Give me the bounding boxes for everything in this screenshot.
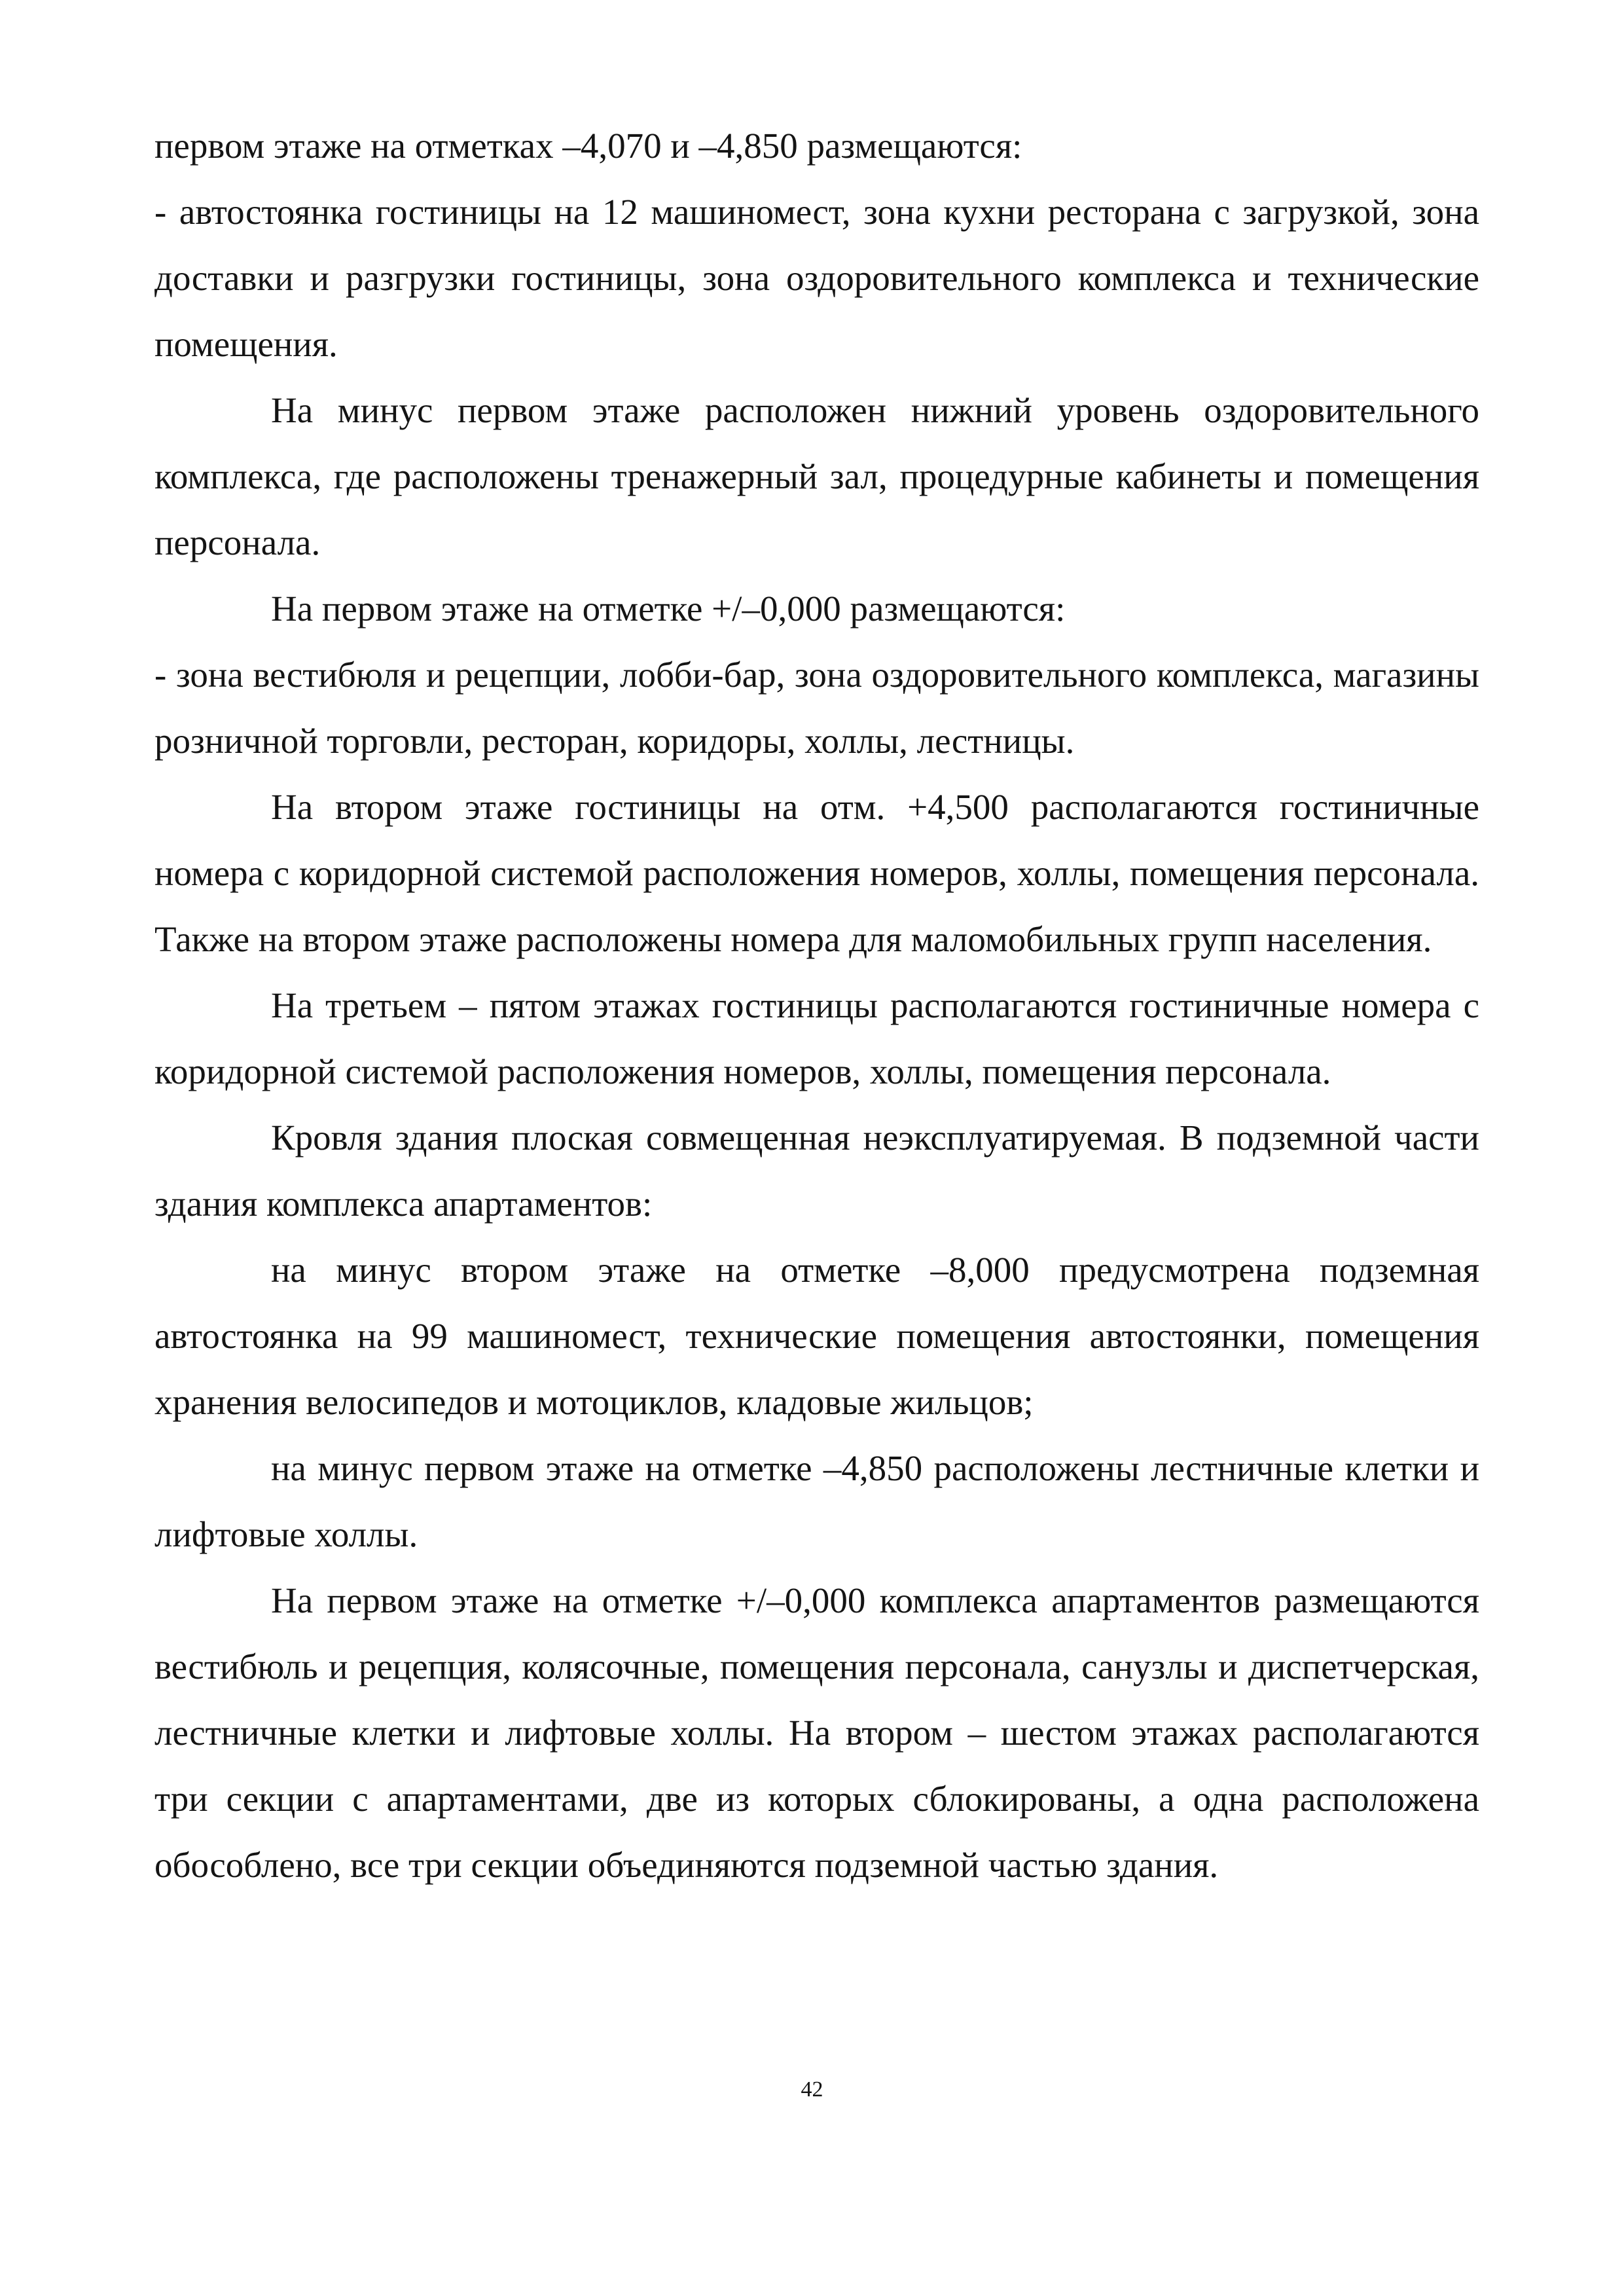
paragraph-1: первом этаже на отметках –4,070 и –4,850 размещаются: (154, 126, 1022, 166)
paragraph-7: На третьем – пятом этажах гостиницы располагаются гостиничные номера с коридорной системой расположения номеров, холлы, помещения персонала. (154, 985, 1479, 1091)
paragraph-2: - автостоянка гостиницы на 12 машиномест, зона кухни ресторана с загрузкой, зона доставки и разгрузки гостиницы, зона оздоровительного комплекса и технические помещения. (154, 192, 1479, 364)
paragraph-6: На втором этаже гостиницы на отм. +4,500 располагаются гостиничные номера с коридорной системой расположения номеров, холлы, помещения персонала. Также на втором этаже расположены номера для маломобильных групп населения. (154, 787, 1479, 959)
page-number: 42 (801, 2077, 823, 2102)
paragraph-4: На первом этаже на отметке +/–0,000 размещаются: (271, 589, 1066, 629)
paragraph-8: Кровля здания плоская совмещенная неэксплуатируемая. В подземной части здания комплекса апартаментов: (154, 1118, 1479, 1224)
paragraph-5: - зона вестибюля и рецепции, лобби-бар, зона оздоровительного комплекса, магазины розничной торговли, ресторан, коридоры, холлы, лестницы. (154, 655, 1479, 761)
paragraph-11: На первом этаже на отметке +/–0,000 комплекса апартаментов размещаются вестибюль и рецепция, колясочные, помещения персонала, санузлы и диспетчерская, лестничные клетки и лифтовые холлы. На втором – шестом этажах располагаются три секции с апартаментами, две из которых сблокированы, а одна расположена обособлено, все три секции объединяются подземной частью здания. (154, 1580, 1479, 1885)
paragraph-3: На минус первом этаже расположен нижний уровень оздоровительного комплекса, где расположены тренажерный зал, процедурные кабинеты и помещения персонала. (154, 390, 1479, 562)
paragraph-9: на минус втором этаже на отметке –8,000 предусмотрена подземная автостоянка на 99 машиномест, технические помещения автостоянки, помещения хранения велосипедов и мотоциклов, кладовые жильцов; (154, 1250, 1479, 1422)
paragraph-10: на минус первом этаже на отметке –4,850 расположены лестничные клетки и лифтовые холлы. (154, 1448, 1479, 1554)
document-body (154, 113, 1479, 1898)
